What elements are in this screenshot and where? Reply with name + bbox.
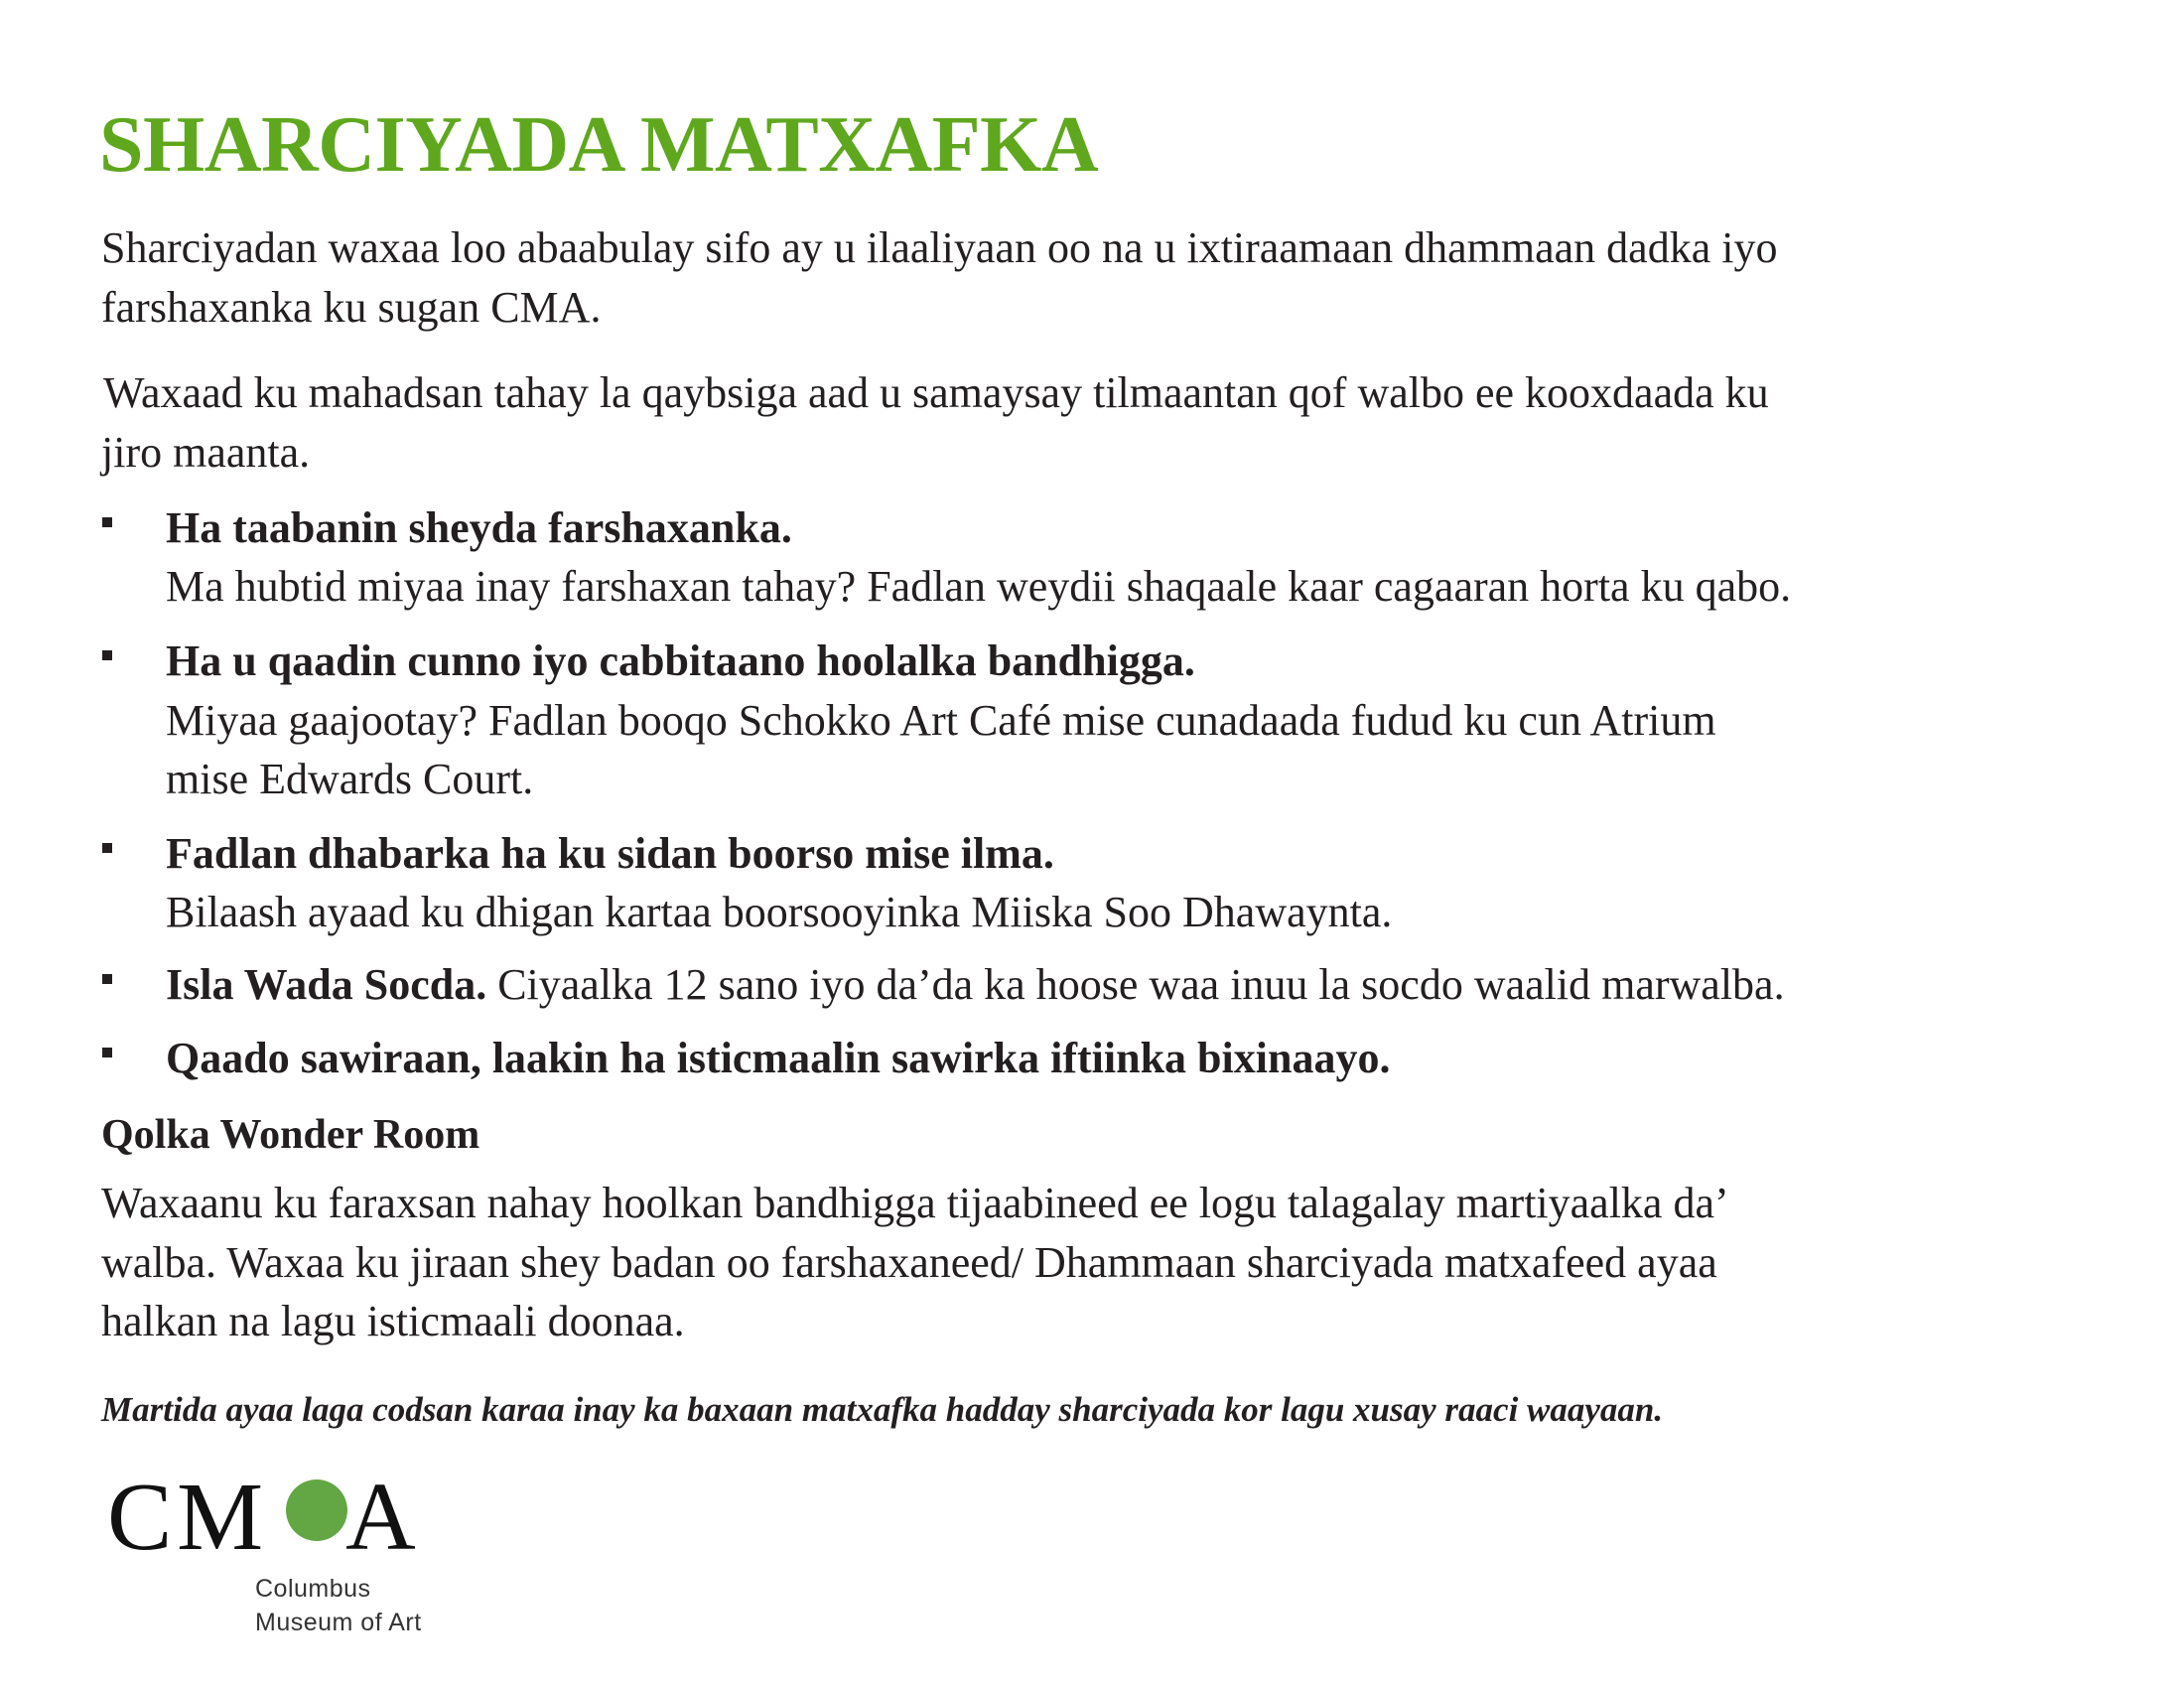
wonder-room-line: halkan na lagu isticmaali doonaa. bbox=[101, 1297, 685, 1345]
intro-line: Sharciyadan waxaa loo abaabulay sifo ay u ilaaliyaan oo na u ixtiraamaan dhammaan dadka iyo bbox=[101, 223, 1778, 272]
page-title: SHARCIYADA MATXAFKA bbox=[99, 101, 1099, 189]
rule-heading: Fadlan dhabarka ha ku sidan boorso mise ilma. bbox=[166, 829, 1054, 878]
square-bullet-icon bbox=[102, 1048, 112, 1057]
logo-letter-m: M bbox=[177, 1464, 264, 1571]
square-bullet-icon bbox=[102, 843, 112, 853]
rule-detail: Bilaash ayaad ku dhigan kartaa boorsooyinka Miiska Soo Dhawaynta. bbox=[166, 888, 1393, 936]
rule-heading: Isla Wada Socda. bbox=[166, 960, 487, 1009]
rule-heading: Ha u qaadin cunno iyo cabbitaano hoolalka bandhigga. bbox=[166, 636, 1195, 685]
rule-detail: Ciyaalka 12 sano iyo da’da ka hoose waa inuu la socdo waalid marwalba. bbox=[486, 960, 1785, 1009]
rule-heading: Qaado sawiraan, laakin ha isticmaalin sawirka iftiinka bixinaayo. bbox=[166, 1034, 1391, 1082]
wonder-room-line: walba. Waxaa ku jiraan shey badan oo farshaxaneed/ Dhammaan sharciyada matxafeed ayaa bbox=[101, 1238, 1717, 1287]
rule-detail: mise Edwards Court. bbox=[166, 755, 534, 803]
square-bullet-icon bbox=[102, 974, 112, 984]
thanks-line: Waxaad ku mahadsan tahay la qaybsiga aad u samaysay tilmaantan qof walbo ee kooxdaada ku bbox=[103, 368, 1769, 417]
rule-heading: Ha taabanin sheyda farshaxanka. bbox=[166, 503, 792, 552]
rule-text bbox=[166, 960, 1785, 1009]
square-bullet-icon bbox=[102, 650, 112, 660]
wonder-room-heading: Qolka Wonder Room bbox=[101, 1112, 480, 1158]
rule-detail: Ma hubtid miyaa inay farshaxan tahay? Fadlan weydii shaqaale kaar cagaaran horta ku qabo. bbox=[166, 562, 1792, 611]
logo-name-line: Columbus bbox=[255, 1575, 371, 1603]
logo-name-line: Museum of Art bbox=[255, 1609, 422, 1636]
thanks-line: jiro maanta. bbox=[101, 428, 311, 477]
warning-note: Martida ayaa laga codsan karaa inay ka baxaan matxafka hadday sharciyada kor lagu xusay raaci waayaan. bbox=[101, 1390, 1664, 1429]
wonder-room-line: Waxaanu ku faraxsan nahay hoolkan bandhigga tijaabineed ee logu talagalay martiyaalka da’ bbox=[101, 1179, 1729, 1227]
logo-letter-a: A bbox=[345, 1464, 416, 1571]
intro-line: farshaxanka ku sugan CMA. bbox=[101, 283, 602, 332]
square-bullet-icon bbox=[102, 517, 112, 527]
rule-detail: Miyaa gaajootay? Fadlan booqo Schokko Art Café mise cunadaada fudud ku cun Atrium bbox=[166, 696, 1716, 745]
green-circle-icon bbox=[286, 1479, 347, 1541]
logo-letter-c: C bbox=[107, 1464, 173, 1571]
cmoa-logo bbox=[107, 1464, 416, 1571]
